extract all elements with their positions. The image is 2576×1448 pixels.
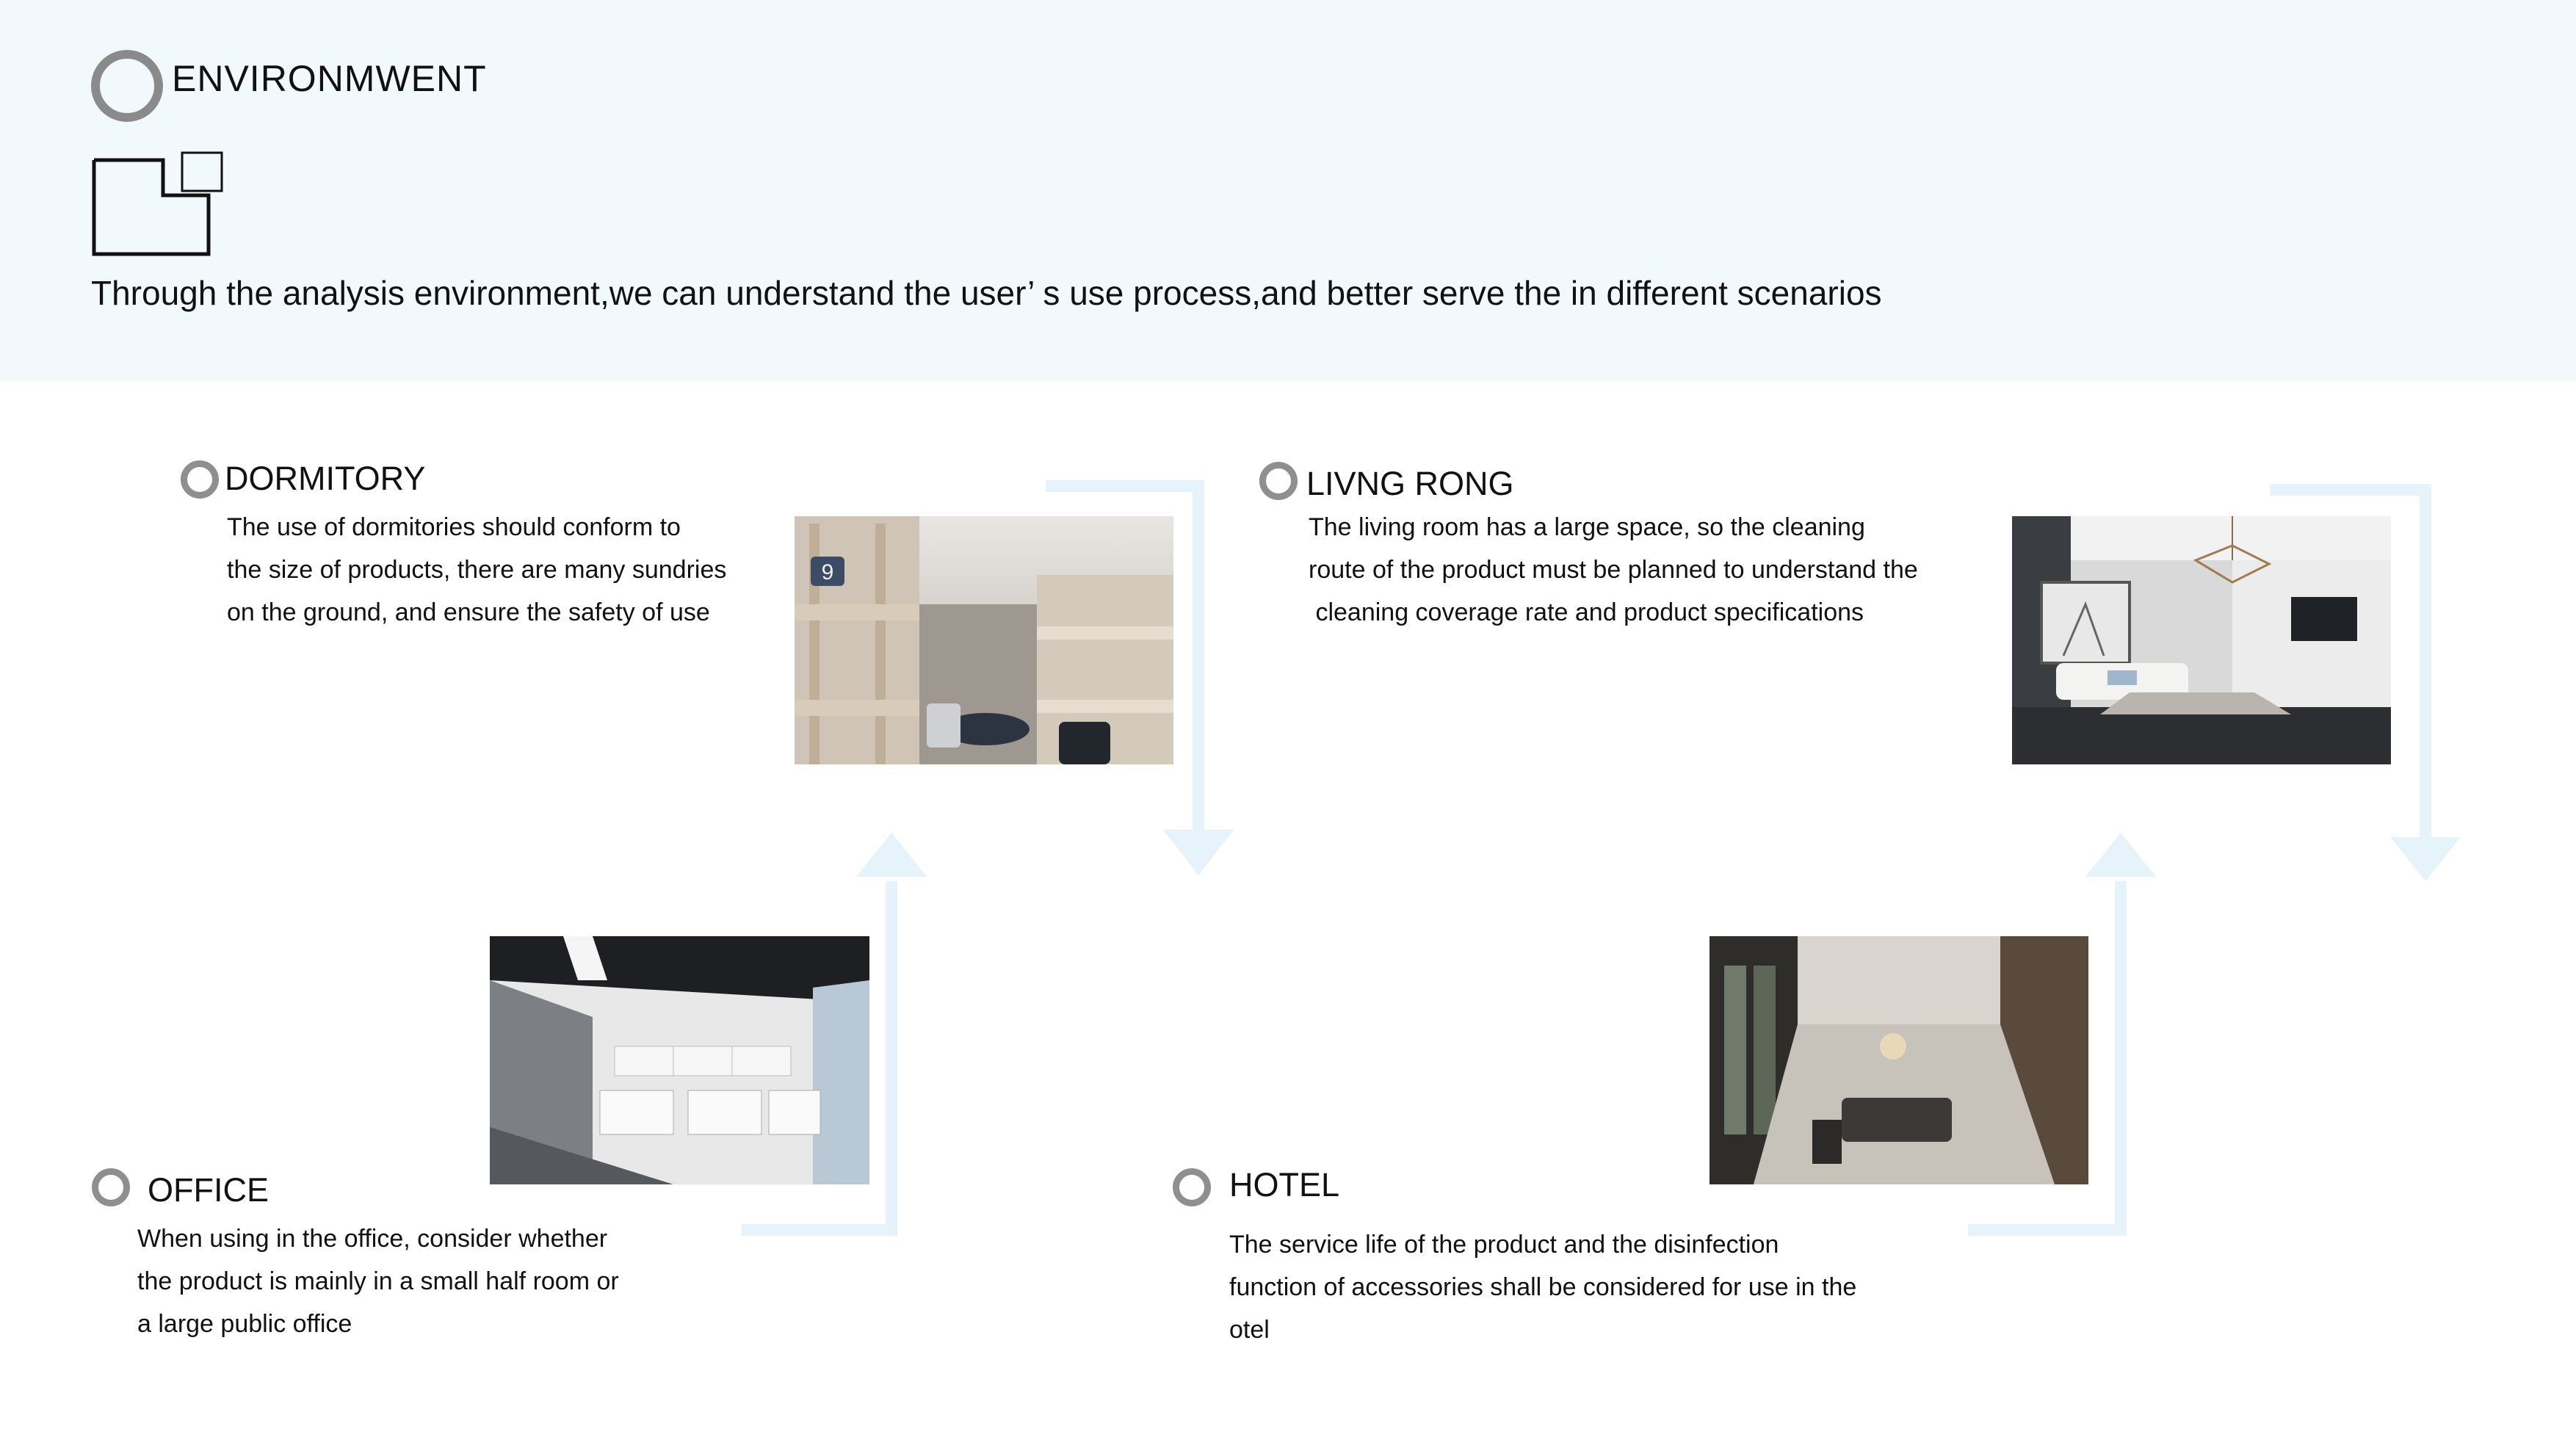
office-line-2: the product is mainly in a small half room or	[137, 1267, 619, 1295]
dormitory-line-3: on the ground, and ensure the safety of use	[227, 598, 710, 626]
title-ring-icon	[91, 50, 163, 122]
hotel-line-1: The service life of the product and the disinfection	[1229, 1231, 1779, 1259]
hotel-line-3: otel	[1229, 1316, 1270, 1344]
living-ring-icon	[1259, 462, 1298, 500]
office-photo	[490, 936, 869, 1184]
dormitory-photo	[795, 516, 1173, 764]
living-title: LIVNG RONG	[1306, 465, 1514, 502]
hotel-title: HOTEL	[1229, 1166, 1340, 1203]
office-ring-icon	[92, 1168, 130, 1206]
dormitory-line-1: The use of dormitories should conform to	[227, 513, 681, 541]
dormitory-description	[227, 506, 726, 634]
office-line-1: When using in the office, consider whether	[137, 1225, 608, 1253]
living-line-3: cleaning coverage rate and product specifications	[1309, 598, 1864, 626]
hotel-photo	[1710, 936, 2088, 1184]
dormitory-ring-icon	[181, 460, 219, 499]
dormitory-photo-badge: 9	[821, 560, 834, 584]
office-title: OFFICE	[148, 1171, 269, 1209]
page-title: ENVIRONMWENT	[172, 58, 487, 99]
hotel-ring-icon	[1173, 1168, 1211, 1206]
office-description	[137, 1217, 619, 1345]
living-room-photo	[2012, 516, 2391, 764]
intro-text: Through the analysis environment,we can understand the user’ s use process,and better serve the in different scenarios	[91, 274, 1882, 312]
office-line-3: a large public office	[137, 1310, 352, 1338]
hotel-line-2: function of accessories shall be considered for use in the	[1229, 1273, 1857, 1301]
logo-icon	[91, 151, 238, 262]
living-line-1: The living room has a large space, so the cleaning	[1309, 513, 1865, 541]
dormitory-title: DORMITORY	[225, 460, 426, 497]
hotel-description	[1229, 1223, 1856, 1351]
living-description	[1309, 506, 1918, 634]
dormitory-line-2: the size of products, there are many sundries	[227, 556, 727, 584]
living-line-2: route of the product must be planned to understand the	[1309, 556, 1918, 584]
